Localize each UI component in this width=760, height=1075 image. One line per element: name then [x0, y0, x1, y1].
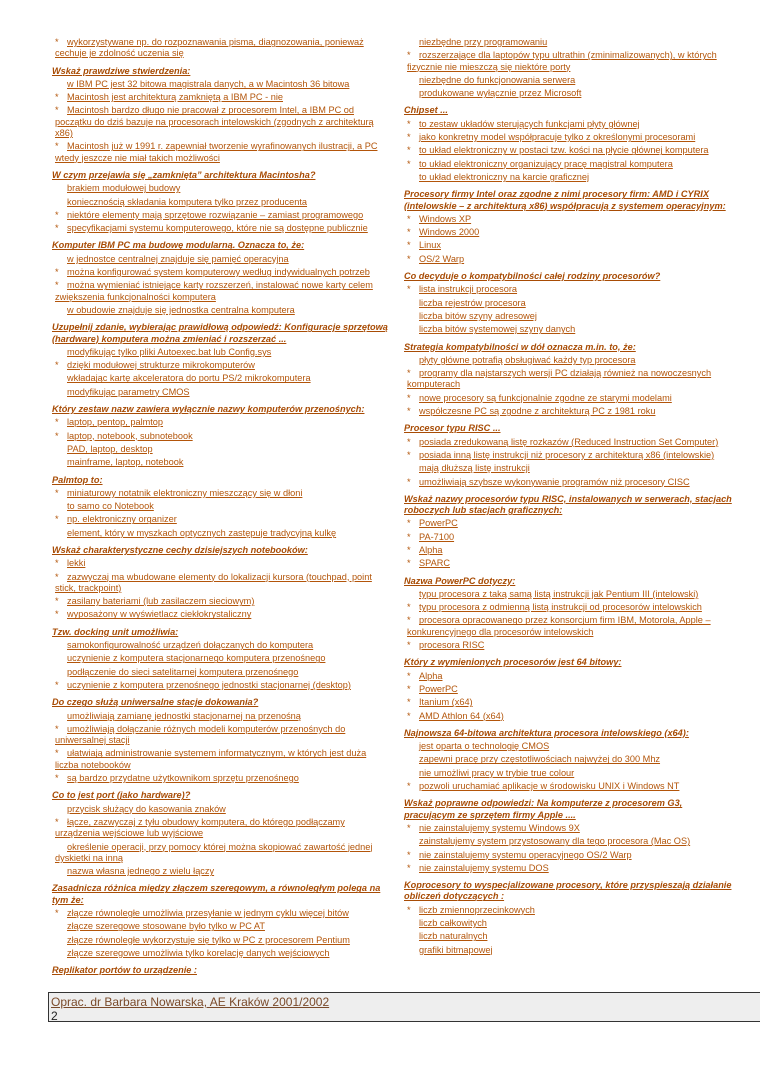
answer-option: [52, 667, 388, 678]
answer-option: [404, 311, 732, 322]
item-text: mają dłuższą listę instrukcji: [419, 463, 530, 474]
item-text: Co to jest port (jako hardware)?: [52, 790, 191, 801]
answer-option: [404, 518, 732, 529]
question-heading: [404, 880, 732, 903]
item-text: w IBM PC jest 32 bitowa magistrala danych, a w Macintosh 36 bitowa: [67, 78, 350, 89]
answer-mark: *: [407, 406, 411, 417]
item-text: ułatwiają administrowanie systemem informatycznym, w których jest duża liczba notebooków: [55, 748, 367, 770]
item-text: płyty główne potrafią obsługiwać każdy typ procesora: [419, 354, 636, 365]
answer-option: [404, 697, 732, 708]
question-heading: [404, 271, 732, 282]
answer-option: [404, 393, 732, 404]
answer-mark: *: [55, 596, 59, 607]
item-text: Wskaż poprawne odpowiedzi: Na komputerze z procesorem G3, pracującym ze sprzętem firmy Apple ....: [404, 798, 683, 820]
question-heading: [404, 576, 732, 587]
answer-option: [404, 159, 732, 170]
answer-mark: *: [55, 609, 59, 620]
answer-option: [52, 948, 388, 959]
item-text: Chipset ...: [404, 105, 448, 116]
answer-mark: *: [407, 145, 411, 156]
answer-mark: *: [55, 141, 59, 152]
answer-option: [52, 431, 388, 442]
item-text: złącze szeregowe stosowane było tylko w PC AT: [67, 921, 265, 932]
item-text: zapewni pracę przy częstotliwościach najwyżej do 300 Mhz: [419, 754, 661, 765]
answer-mark: *: [55, 37, 59, 47]
right-column: [404, 36, 732, 958]
item-text: liczb zmiennoprzecinkowych: [419, 904, 535, 915]
item-text: liczba rejestrów procesora: [419, 297, 526, 308]
answer-option: [52, 305, 388, 316]
item-text: zasilany bateriami (lub zasilaczem sieciowym): [67, 596, 255, 607]
item-text: mainframe, laptop, notebook: [67, 457, 184, 468]
question-heading: [404, 342, 732, 353]
answer-mark: *: [407, 849, 411, 860]
item-text: to samo co Notebook: [67, 501, 154, 512]
item-text: niezbędne do funkcjonowania serwera: [419, 74, 576, 85]
item-text: Procesor typu RISC ...: [404, 423, 501, 434]
answer-option: [52, 347, 388, 358]
answer-option: [404, 119, 732, 130]
answer-mark: *: [407, 518, 411, 529]
answer-option: [52, 680, 388, 691]
item-text: określenie operacji, przy pomocy której można skopiować zawartość jednej dyskietki na inną: [55, 841, 373, 863]
item-text: samokonfigurowalność urządzeń dołączanych do komputera: [67, 640, 314, 651]
question-heading: [52, 240, 388, 251]
item-text: uczynienie z komputera stacjonarnego komputera przenośnego: [67, 653, 326, 664]
answer-option: [52, 141, 388, 164]
item-text: to układ elektroniczny w postaci tzw. kości na płycie głównej komputera: [419, 145, 709, 156]
answer-mark: *: [55, 679, 59, 690]
item-text: Koprocesory to wyspecjalizowane procesory, które przyspieszają działanie obliczeń dotyczących :: [404, 880, 732, 902]
answer-option: [52, 558, 388, 569]
answer-option: [404, 284, 732, 295]
answer-option: [404, 823, 732, 834]
answer-option: [52, 908, 388, 919]
answer-mark: *: [407, 476, 411, 487]
answer-option: [52, 596, 388, 607]
item-text: umożliwiają zamianę jednostki stacjonarnej na przenośną: [67, 710, 301, 721]
item-text: nazwa własna jednego z wielu łączy: [67, 866, 215, 877]
item-text: Alpha: [419, 670, 443, 681]
item-text: PowerPC: [419, 518, 458, 529]
item-text: PA-7100: [419, 531, 455, 542]
item-text: OS/2 Warp: [419, 253, 465, 264]
answer-option: [404, 589, 732, 600]
answer-option: [52, 528, 388, 539]
item-text: Windows 2000: [419, 227, 480, 238]
question-heading: [52, 475, 388, 486]
item-text: procesora opracowanego przez konsorcjum firm IBM, Motorola, Apple –konkurencyjnego dla procesorów intelowskich: [407, 615, 711, 637]
item-text: procesora RISC: [419, 640, 485, 651]
item-text: W czym przejawia się „zamknięta” architektura Macintosha?: [52, 169, 316, 180]
answer-mark: *: [55, 514, 59, 525]
item-text: umożliwiają dołączanie różnych modeli komputerów przenośnych do uniwersalnej stacji: [55, 723, 346, 746]
item-text: rozszerzające dla laptopów typu ultrathin (zminimalizowanych), w których fizycznie nie mieszczą się niektóre porty: [407, 50, 717, 72]
item-text: Alpha: [419, 544, 443, 555]
answer-option: [404, 450, 732, 461]
answer-option: [404, 615, 732, 638]
item-text: lekki: [67, 558, 86, 569]
answer-mark: *: [407, 904, 411, 915]
item-text: SPARC: [419, 558, 450, 569]
item-text: można konfigurować system komputerowy według indywidualnych potrzeb: [67, 267, 370, 278]
answer-mark: *: [407, 118, 411, 129]
answer-option: [404, 254, 732, 265]
answer-option: [52, 360, 388, 371]
item-text: liczba bitów systemowej szyny danych: [419, 324, 576, 335]
answer-option: [52, 387, 388, 398]
answer-option: [404, 945, 732, 956]
answer-option: [404, 37, 732, 48]
question-heading: [404, 189, 732, 212]
answer-mark: *: [407, 822, 411, 833]
question-heading: [404, 105, 732, 116]
answer-option: [52, 921, 388, 932]
answer-option: [404, 477, 732, 488]
item-text: nie zainstalujemy systemu Windows 9X: [419, 822, 580, 833]
item-text: to układ elektroniczny organizujący pracę magistral komputera: [419, 158, 673, 169]
item-text: wykorzystywane np. do rozpoznawania pisma, diagnozowania, ponieważ cechuje je zdolność uczenia się: [55, 37, 364, 59]
answer-option: [404, 298, 732, 309]
answer-option: [52, 92, 388, 103]
item-text: podłączenie do sieci satelitarnej komputera przenośnego: [67, 666, 299, 677]
item-text: brakiem modułowej budowy: [67, 183, 181, 194]
item-text: nie zainstalujemy systemu DOS: [419, 862, 549, 873]
item-text: laptop, notebook, subnotebook: [67, 430, 193, 441]
answer-mark: *: [407, 392, 411, 403]
answer-option: [404, 863, 732, 874]
answer-option: [404, 355, 732, 366]
answer-mark: *: [55, 487, 59, 498]
answer-mark: *: [55, 908, 59, 918]
answer-mark: *: [407, 253, 411, 264]
item-text: pozwoli uruchamiać aplikacje w środowisku UNIX i Windows NT: [419, 781, 680, 792]
question-heading: [404, 798, 732, 821]
answer-mark: *: [55, 105, 59, 116]
answer-option: [52, 417, 388, 428]
answer-mark: *: [55, 209, 59, 220]
answer-mark: *: [55, 430, 59, 441]
answer-option: [404, 905, 732, 916]
answer-mark: *: [55, 92, 59, 103]
question-heading: [404, 728, 732, 739]
item-text: liczba bitów szyny adresowej: [419, 310, 537, 321]
answer-mark: *: [55, 748, 59, 759]
answer-mark: *: [55, 571, 59, 582]
item-text: Który zestaw nazw zawiera wyłącznie nazwy komputerów przenośnych:: [52, 404, 365, 415]
footer-author: Oprac. dr Barbara Nowarska, AE Kraków 2001/2002: [51, 995, 330, 1009]
answer-mark: *: [407, 862, 411, 873]
answer-option: [404, 741, 732, 752]
answer-mark: *: [407, 227, 411, 238]
answer-option: [52, 817, 388, 840]
answer-mark: *: [407, 436, 411, 447]
answer-mark: *: [407, 449, 411, 460]
question-heading: [404, 657, 732, 668]
answer-option: [52, 267, 388, 278]
left-column: [52, 36, 388, 978]
answer-option: [404, 781, 732, 792]
answer-mark: *: [407, 558, 411, 569]
answer-mark: *: [55, 723, 59, 734]
item-text: Wskaż nazwy procesorów typu RISC, instalowanych w serwerach, stacjach roboczych lub stacjach graficznych:: [404, 493, 732, 516]
item-text: liczb całkowitych: [419, 918, 487, 928]
answer-mark: *: [55, 558, 59, 569]
answer-option: [404, 684, 732, 695]
item-text: Itanium (x64): [419, 697, 473, 708]
item-text: współczesne PC są zgodne z architekturą PC z 1981 roku: [419, 406, 656, 417]
answer-mark: *: [55, 417, 59, 428]
answer-mark: *: [407, 158, 411, 169]
answer-option: [404, 558, 732, 569]
answer-option: [52, 609, 388, 620]
item-text: Komputer IBM PC ma budowę modularną. Oznacza to, że:: [52, 240, 305, 251]
answer-option: [404, 463, 732, 474]
item-text: zainstalujemy system przystosowany dla tego procesora (Mac OS): [419, 836, 691, 847]
item-text: są bardzo przydatne użytkownikom sprzętu przenośnego: [67, 773, 299, 784]
answer-option: [404, 918, 732, 929]
question-heading: [52, 404, 388, 415]
item-text: wkładając kartę akceleratora do portu PS/2 mikrokomputera: [67, 373, 311, 384]
item-text: łącze, zazwyczaj z tyłu obudowy komputera, do którego podłączamy urządzenia wejściowe lub wyjściowe: [55, 816, 345, 839]
answer-mark: *: [55, 280, 59, 291]
answer-option: [404, 754, 732, 765]
answer-mark: *: [55, 360, 59, 371]
answer-option: [52, 935, 388, 946]
item-text: posiada inną listę instrukcji niż procesory z architekturą x86 (intelowskie): [419, 449, 715, 460]
item-text: niezbędne przy programowaniu: [419, 37, 548, 47]
answer-option: [404, 640, 732, 651]
answer-option: [404, 368, 732, 391]
answer-mark: *: [407, 781, 411, 792]
item-text: w jednostce centralnej znajduje się pamięć operacyjna: [67, 253, 289, 264]
answer-mark: *: [407, 284, 411, 295]
question-heading: [52, 965, 388, 976]
answer-option: [52, 514, 388, 525]
answer-option: [404, 836, 732, 847]
item-text: Procesory firmy Intel oraz zgodne z nimi procesory firm: AMD i CYRIX (intelowskie – z architekturą x86) współpracują z systemem operacyjnym:: [404, 189, 726, 211]
item-text: PAD, laptop, desktop: [67, 443, 153, 454]
answer-option: [52, 572, 388, 595]
answer-option: [52, 711, 388, 722]
question-heading: [52, 627, 388, 638]
answer-option: [404, 711, 732, 722]
answer-option: [52, 773, 388, 784]
item-text: laptop, pentop, palmtop: [67, 417, 164, 428]
answer-mark: *: [407, 710, 411, 721]
question-heading: [404, 494, 732, 517]
answer-option: [52, 866, 388, 877]
item-text: złącze równoległe umożliwia przesyłanie w jednym cyklu więcej bitów: [67, 908, 349, 918]
answer-option: [404, 850, 732, 861]
answer-option: [52, 488, 388, 499]
item-text: Palmtop to:: [52, 474, 103, 485]
document-page: [52, 36, 732, 986]
item-text: Najnowsza 64-bitowa architektura procesora intelowskiego (x64):: [404, 727, 689, 738]
answer-option: [52, 37, 388, 60]
item-text: złącze równoległe wykorzystuje się tylko w PC z procesorem Pentium: [67, 934, 350, 945]
item-text: Macintosh już w 1991 r. zapewniał tworzenie wyrafinowanych ilustracji, a PC wtedy jeszcze nie miał takich możliwości: [55, 141, 378, 163]
item-text: lista instrukcji procesora: [419, 284, 518, 295]
item-text: niektóre elementy mają sprzętowe rozwiązanie – zamiast programowego: [67, 209, 364, 220]
answer-option: [404, 931, 732, 942]
question-heading: [52, 322, 388, 345]
answer-option: [52, 183, 388, 194]
item-text: Tzw. docking unit umożliwia:: [52, 626, 179, 637]
item-text: Macintosh jest architekturą zamkniętą a IBM PC - nie: [67, 92, 283, 103]
answer-option: [52, 223, 388, 234]
answer-option: [404, 172, 732, 183]
answer-mark: *: [407, 697, 411, 708]
question-heading: [52, 545, 388, 556]
answer-option: [404, 545, 732, 556]
answer-mark: *: [55, 816, 59, 827]
item-text: np. elektroniczny organizer: [67, 514, 177, 525]
item-text: Do czego służą uniwersalne stacje dokowania?: [52, 697, 259, 708]
item-text: typu procesora z odmienną listą instrukcji od procesorów intelowskich: [419, 602, 702, 613]
answer-mark: *: [407, 368, 411, 379]
answer-option: [404, 406, 732, 417]
question-heading: [52, 790, 388, 801]
item-text: produkowane wyłącznie przez Microsoft: [419, 88, 582, 99]
page-footer: [48, 992, 760, 1022]
item-text: Uzupełnij zdanie, wybierając prawidłową odpowiedź: Konfiguracje sprzętową (hardware) komputera można zmieniać i rozszerzać ...: [52, 322, 388, 344]
item-text: Replikator portów to urządzenie :: [52, 965, 197, 976]
item-text: koniecznością składania komputera tylko przez producenta: [67, 196, 308, 207]
item-text: nowe procesory są funkcjonalnie zgodne ze starymi modelami: [419, 392, 672, 403]
answer-option: [404, 324, 732, 335]
question-heading: [52, 883, 388, 906]
item-text: nie zainstalujemy systemu operacyjnego OS/2 Warp: [419, 849, 632, 860]
item-text: Wskaż prawdziwe stwierdzenia:: [52, 65, 191, 76]
answer-option: [404, 145, 732, 156]
answer-option: [52, 842, 388, 865]
answer-mark: *: [407, 240, 411, 251]
answer-option: [52, 457, 388, 468]
answer-mark: *: [407, 544, 411, 555]
answer-option: [404, 88, 732, 99]
item-text: grafiki bitmapowej: [419, 944, 493, 955]
answer-option: [404, 437, 732, 448]
question-heading: [52, 697, 388, 708]
answer-mark: *: [407, 213, 411, 224]
answer-option: [404, 214, 732, 225]
answer-option: [404, 768, 732, 779]
answer-mark: *: [407, 670, 411, 681]
answer-option: [404, 532, 732, 543]
item-text: Linux: [419, 240, 441, 251]
answer-option: [404, 227, 732, 238]
question-heading: [404, 423, 732, 434]
item-text: Wskaż charakterystyczne cechy dzisiejszych notebooków:: [52, 544, 308, 555]
item-text: Zasadnicza różnica między złączem szeregowym, a równoległym polega na tym że:: [52, 883, 381, 905]
item-text: przycisk służący do kasowania znaków: [67, 803, 226, 814]
item-text: modyfikując parametry CMOS: [67, 386, 190, 397]
answer-mark: *: [407, 640, 411, 651]
item-text: Macintosh bardzo długo nie pracował z procesorem Intel, a IBM PC od początku do dziś bazuje na procesorach intelowskich (zgodnych z architekturą x86): [55, 105, 374, 139]
item-text: to zestaw układów sterujących funkcjami płyty głównej: [419, 118, 640, 129]
item-text: jest oparta o technologię CMOS: [419, 741, 550, 752]
item-text: element, który w myszkach optycznych zastępuje tradycyjną kulkę: [67, 527, 337, 538]
answer-option: [52, 748, 388, 771]
answer-option: [52, 653, 388, 664]
answer-option: [52, 444, 388, 455]
item-text: zazwyczaj ma wbudowane elementy do lokalizacji kursora (touchpad, point stick, trackpoint): [55, 571, 372, 593]
answer-mark: *: [407, 615, 411, 626]
answer-option: [404, 602, 732, 613]
item-text: umożliwiają szybsze wykonywanie programów niż procesory CISC: [419, 476, 690, 487]
answer-mark: *: [55, 773, 59, 784]
item-text: typu procesora z taką samą listą instrukcji jak Pentium III (intelowski): [419, 588, 699, 599]
answer-option: [52, 105, 388, 139]
item-text: Co decyduje o kompatybilności całej rodziny procesorów?: [404, 271, 661, 282]
answer-option: [52, 210, 388, 221]
item-text: złącze szeregowe umożliwia tylko korelację danych wejściowych: [67, 947, 330, 958]
question-heading: [52, 66, 388, 77]
item-text: Który z wymienionych procesorów jest 64 bitowy:: [404, 657, 622, 668]
answer-option: [52, 254, 388, 265]
answer-option: [52, 373, 388, 384]
item-text: uczynienie z komputera przenośnego jednostki stacjonarnej (desktop): [67, 679, 351, 690]
answer-option: [404, 75, 732, 86]
answer-option: [52, 640, 388, 651]
answer-option: [52, 197, 388, 208]
answer-option: [52, 724, 388, 747]
answer-mark: *: [407, 132, 411, 143]
item-text: specyfikacjami systemu komputerowego, które nie są dostępne publicznie: [67, 223, 368, 234]
answer-mark: *: [407, 602, 411, 613]
item-text: można wymieniać istniejące karty rozszerzeń, instalować nowe karty celem zwiększenia funkcjonalności komputera: [55, 280, 373, 302]
answer-mark: *: [407, 683, 411, 694]
item-text: nie umożliwi pracy w trybie true colour: [419, 767, 575, 778]
item-text: AMD Athlon 64 (x64): [419, 710, 504, 721]
item-text: programy dla najstarszych wersji PC działają również na nowoczesnych komputerach: [407, 368, 712, 390]
question-heading: [52, 170, 388, 181]
item-text: Windows XP: [419, 213, 472, 224]
answer-mark: *: [55, 223, 59, 234]
item-text: miniaturowy notatnik elektroniczny mieszczący się w dłoni: [67, 487, 303, 498]
answer-mark: *: [407, 50, 411, 61]
item-text: w obudowie znajduje się jednostka centralna komputera: [67, 304, 295, 315]
item-text: dzięki modułowej strukturze mikrokomputerów: [67, 360, 255, 371]
page-number: 2: [51, 1009, 58, 1023]
answer-option: [404, 671, 732, 682]
item-text: wyposażony w wyświetlacz ciekłokrystaliczny: [67, 609, 252, 620]
item-text: jako konkretny model współpracuje tylko z określonymi procesorami: [419, 132, 696, 143]
answer-option: [404, 50, 732, 73]
item-text: to układ elektroniczny na karcie graficznej: [419, 171, 590, 182]
answer-mark: *: [407, 531, 411, 542]
item-text: PowerPC: [419, 683, 458, 694]
answer-option: [404, 132, 732, 143]
item-text: Strategia kompatybilności w dół oznacza m.in. to, że:: [404, 341, 636, 352]
answer-mark: *: [55, 267, 59, 278]
item-text: liczb naturalnych: [419, 931, 488, 942]
answer-option: [52, 501, 388, 512]
item-text: posiada zredukowaną listę rozkazów (Reduced Instruction Set Computer): [419, 436, 719, 447]
answer-option: [52, 79, 388, 90]
item-text: Nazwa PowerPC dotyczy:: [404, 575, 516, 586]
answer-option: [52, 804, 388, 815]
answer-option: [52, 280, 388, 303]
item-text: modyfikując tylko pliki Autoexec.bat lub Config.sys: [67, 346, 272, 357]
answer-option: [404, 240, 732, 251]
